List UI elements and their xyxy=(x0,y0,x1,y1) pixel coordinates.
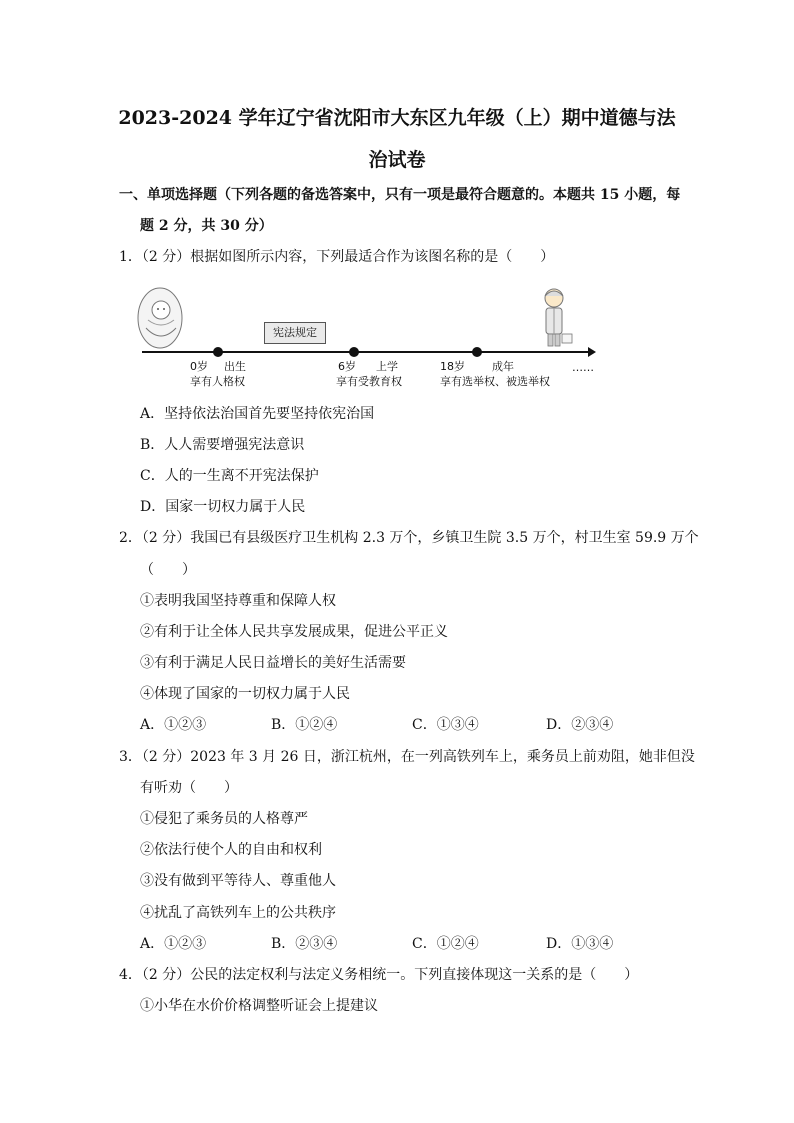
q2-stem-line2: （ ） xyxy=(140,562,196,578)
q1-option-d[interactable]: D．国家一切权力属于人民 xyxy=(140,499,306,515)
timeline-arrow xyxy=(588,347,596,357)
q3-option-a[interactable]: A．①②③ xyxy=(140,936,207,952)
age-label-6: 6岁 xyxy=(338,360,356,373)
q1-stem: 1．（2 分）根据如图所示内容，下列最适合作为该图名称的是（ ） xyxy=(119,249,555,265)
stage-label-birth: 出生 xyxy=(224,360,246,373)
q2-statement-4: ④体现了国家的一切权力属于人民 xyxy=(140,686,350,702)
q3-stem-line2: 有听劝（ ） xyxy=(140,780,238,796)
q2-statement-1: ①表明我国坚持尊重和保障人权 xyxy=(140,593,336,609)
right-label-education: 享有受教育权 xyxy=(336,375,402,388)
q2-option-d[interactable]: D．②③④ xyxy=(546,717,614,733)
timeline-ellipsis: …… xyxy=(572,361,594,374)
q2-statement-3: ③有利于满足人民日益增长的美好生活需要 xyxy=(140,655,406,671)
q1-option-b[interactable]: B．人人需要增强宪法意识 xyxy=(140,437,305,453)
q4-statement-1: ①小华在水价价格调整听证会上提建议 xyxy=(140,998,378,1014)
q2-option-b[interactable]: B．①②④ xyxy=(271,717,338,733)
age-label-0: 0岁 xyxy=(190,360,208,373)
q2-option-c[interactable]: C．①③④ xyxy=(412,717,479,733)
q1-option-a[interactable]: A．坚持依法治国首先要坚持依宪治国 xyxy=(140,406,375,422)
timeline-point-adult xyxy=(472,347,482,357)
age-label-18: 18岁 xyxy=(440,360,465,373)
q3-statement-2: ②依法行使个人的自由和权利 xyxy=(140,842,322,858)
q3-option-d[interactable]: D．①③④ xyxy=(546,936,614,952)
q1-option-c[interactable]: C．人的一生离不开宪法保护 xyxy=(140,468,319,484)
timeline-point-school xyxy=(349,347,359,357)
right-label-election: 享有选举权、被选举权 xyxy=(440,375,550,388)
timeline-point-birth xyxy=(213,347,223,357)
right-label-personality: 享有人格权 xyxy=(190,375,245,388)
q3-statement-1: ①侵犯了乘务员的人格尊严 xyxy=(140,811,308,827)
exam-title-line2: 治试卷 xyxy=(368,149,426,171)
q3-option-b[interactable]: B．②③④ xyxy=(271,936,338,952)
stage-label-school: 上学 xyxy=(376,360,398,373)
elderly-man-icon xyxy=(545,289,572,346)
constitution-box-label: 宪法规定 xyxy=(264,322,326,344)
q2-option-a[interactable]: A．①②③ xyxy=(140,717,207,733)
q1-timeline-diagram xyxy=(136,284,606,392)
q3-statement-4: ④扰乱了高铁列车上的公共秩序 xyxy=(140,905,336,921)
q2-stem-line1: 2．（2 分）我国已有县级医疗卫生机构 2.3 万个，乡镇卫生院 3.5 万个，村卫生室 59.9 万个 xyxy=(119,530,699,546)
q4-stem: 4．（2 分）公民的法定权利与法定义务相统一。下列直接体现这一关系的是（ ） xyxy=(119,967,639,983)
section-heading-line1: 一、单项选择题（下列各题的备选答案中，只有一项是最符合题意的。本题共 15 小题，每 xyxy=(119,187,681,203)
stage-label-adult: 成年 xyxy=(492,360,514,373)
q2-statement-2: ②有利于让全体人民共享发展成果，促进公平正义 xyxy=(140,624,448,640)
section-heading-line2: 题 2 分，共 30 分） xyxy=(140,218,273,234)
exam-title-line1: 2023-2024 学年辽宁省沈阳市大东区九年级（上）期中道德与法 xyxy=(118,107,676,129)
baby-icon xyxy=(138,288,182,348)
q3-option-c[interactable]: C．①②④ xyxy=(412,936,479,952)
q3-statement-3: ③没有做到平等待人、尊重他人 xyxy=(140,873,336,889)
q3-stem-line1: 3．（2 分）2023 年 3 月 26 日，浙江杭州，在一列高铁列车上，乘务员上前劝阻，她非但没 xyxy=(119,749,695,765)
